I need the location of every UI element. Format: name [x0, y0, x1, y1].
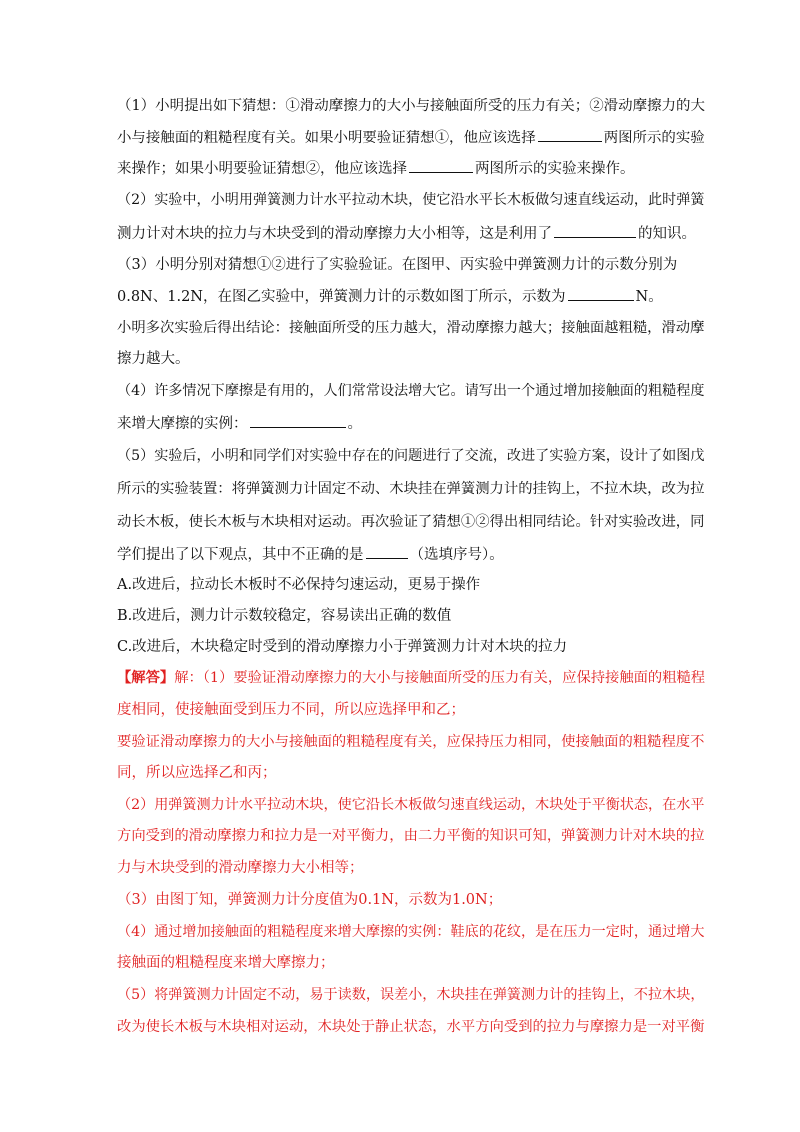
- q4-answer-blank[interactable]: [250, 413, 346, 428]
- answer-2-line-2: 方向受到的滑动摩擦力和拉力是一对平衡力，由二力平衡的知识可知，弹簧测力计对木块的拉: [117, 828, 705, 844]
- q1-line-2: [117, 127, 705, 148]
- option-c: C.改进后，木块稳定时受到的滑动摩擦力小于弹簧测力计对木块的拉力: [117, 639, 568, 655]
- answer-4-line-1: （4）通过增加接触面的粗糙程度来增大摩擦的实例：鞋底的花纹，是在压力一定时，通过增大: [117, 924, 705, 940]
- q5-line-4: [117, 544, 504, 565]
- option-a: A.改进后，拉动长木板时不必保持匀速运动，更易于操作: [117, 577, 481, 593]
- q3-answer-blank[interactable]: [568, 286, 634, 301]
- q1-answer-blank-2[interactable]: [409, 158, 473, 173]
- answer-5-line-2: 改为使长木板与木块相对运动，木块处于静止状态，水平方向受到的拉力与摩擦力是一对平衡: [117, 1019, 705, 1035]
- answer-2-line-1: （2）用弹簧测力计水平拉动木块，使它沿长木板做匀速直线运动，木块处于平衡状态，在水平: [117, 797, 705, 813]
- answer-1-text-1: 解：（1）要验证滑动摩擦力的大小与接触面所受的压力有关，应保持接触面的粗糙程: [174, 670, 706, 686]
- q5-line-4-text: 学们提出了以下观点，其中不正确的是: [117, 547, 364, 563]
- q5-answer-blank[interactable]: [366, 544, 408, 559]
- answer-tag: 【解答】: [117, 670, 175, 686]
- q2-line-2-text: 测力计对木块的拉力与木块受到的滑动摩擦力大小相等，这是利用了: [117, 226, 552, 242]
- q5-line-3: 动长木板，使长木板与木块相对运动。再次验证了猜想①②得出相同结论。针对实验改进，同: [117, 514, 705, 530]
- q3-line-2-text: 0.8N、1.2N，在图乙实验中，弹簧测力计的示数如图丁所示，示数为: [117, 289, 566, 305]
- q2-line-1: （2）实验中，小明用弹簧测力计水平拉动木块，使它沿水平长木板做匀速直线运动，此时弹簧: [117, 192, 705, 208]
- q1-line-3-after: 两图所示的实验来操作。: [475, 161, 635, 177]
- q4-line-2: [117, 413, 362, 434]
- q2-line-2-after: 的知识。: [638, 226, 696, 242]
- answer-1-line-3: 要验证滑动摩擦力的大小与接触面的粗糙程度有关，应保持压力相同，使接触面的粗糙程度不: [117, 734, 705, 750]
- q2-answer-blank[interactable]: [554, 223, 636, 238]
- q3-line-1: （3）小明分别对猜想①②进行了实验验证。在图甲、丙实验中弹簧测力计的示数分别为: [117, 257, 678, 273]
- q1-line-1: （1）小明提出如下猜想：①滑动摩擦力的大小与接触面所受的压力有关；②滑动摩擦力的大: [117, 98, 705, 114]
- option-b: B.改进后，测力计示数较稳定，容易读出正确的数值: [117, 608, 452, 624]
- q2-line-2: [117, 223, 696, 244]
- q1-line-3: [117, 158, 635, 179]
- answer-line-1: [117, 668, 705, 688]
- q3-line-2: [117, 286, 663, 307]
- q4-line-2-text: 来增大摩擦的实例：: [117, 416, 248, 432]
- q1-answer-blank-1[interactable]: [538, 127, 602, 142]
- q1-line-2-after: 两图所示的实验: [603, 130, 705, 146]
- answer-2-line-3: 力与木块受到的滑动摩擦力大小相等；: [117, 860, 364, 876]
- answer-4-line-2: 接触面的粗糙程度来增大摩擦力；: [117, 955, 335, 971]
- answer-5-line-1: （5）将弹簧测力计固定不动，易于读数，误差小，木块挂在弹簧测力计的挂钩上，不拉木块，: [117, 987, 705, 1003]
- q5-line-2: 所示的实验装置：将弹簧测力计固定不动、木块挂在弹簧测力计的挂钩上，不拉木块，改为拉: [117, 481, 705, 497]
- q5-line-4-after: （选填序号）。: [409, 547, 504, 563]
- answer-1-line-4: 同，所以应选择乙和丙；: [117, 765, 277, 781]
- answer-3-line-1: （3）由图丁知，弹簧测力计分度值为0.1N，示数为1.0N；: [117, 892, 503, 908]
- q1-line-3-text: 来操作；如果小明要验证猜想②，他应该选择: [117, 161, 407, 177]
- q3-line-2-after: N。: [635, 289, 663, 305]
- q3-line-4: 擦力越大。: [117, 351, 190, 367]
- q1-line-2-text: 小与接触面的粗糙程度有关。如果小明要验证猜想①，他应该选择: [117, 130, 536, 146]
- q3-line-3: 小明多次实验后得出结论：接触面所受的压力越大，滑动摩擦力越大；接触面越粗糙，滑动摩: [117, 320, 705, 336]
- q4-line-2-after: 。: [347, 416, 362, 432]
- answer-1-line-2: 度相同，使接触面受到压力不同，所以应选择甲和乙；: [117, 702, 465, 718]
- q5-line-1: （5）实验后，小明和同学们对实验中存在的问题进行了交流，改进了实验方案，设计了如图戊: [117, 448, 705, 464]
- q4-line-1: （4）许多情况下摩擦是有用的，人们常常设法增大它。请写出一个通过增加接触面的粗糙程度: [117, 383, 705, 399]
